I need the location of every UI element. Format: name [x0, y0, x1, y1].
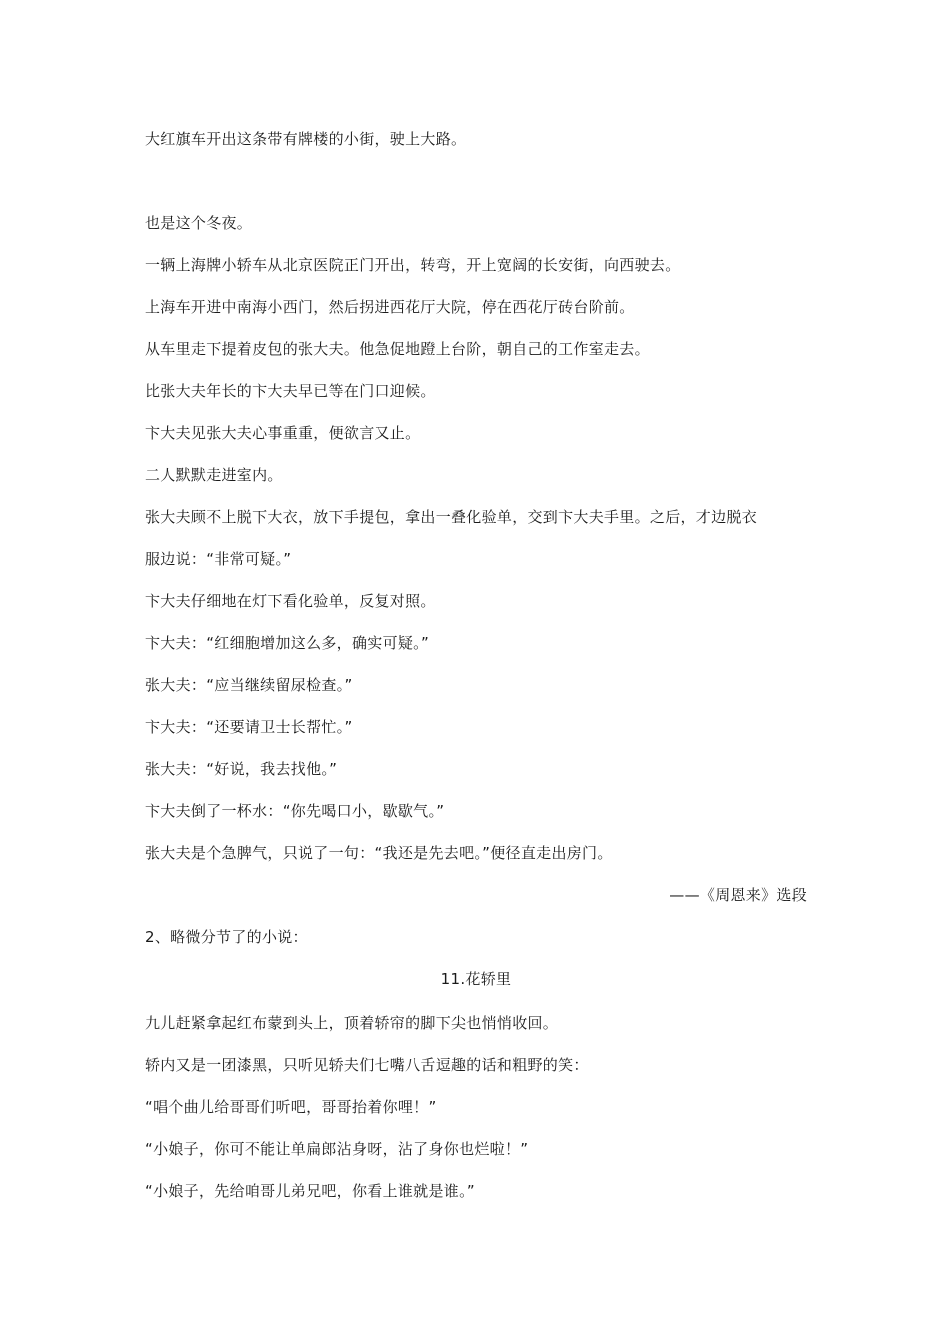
section-heading: 2、略微分节了的小说：	[145, 928, 308, 946]
paragraph-line: “小娘子，你可不能让单扁郎沾身呀，沾了身你也烂啦！”	[145, 1140, 529, 1158]
paragraph-line: “小娘子，先给咱哥儿弟兄吧，你看上谁就是谁。”	[145, 1182, 475, 1200]
paragraph-line: 从车里走下提着皮包的张大夫。他急促地蹬上台阶，朝自己的工作室走去。	[145, 340, 650, 358]
paragraph-line: 九儿赶紧拿起红布蒙到头上，顶着轿帘的脚下尖也悄悄收回。	[145, 1014, 559, 1032]
paragraph-line: 张大夫顾不上脱下大衣，放下手提包，拿出一叠化验单，交到卞大夫手里。之后，才边脱衣	[145, 508, 758, 526]
paragraph-line: 张大夫：“应当继续留尿检查。”	[145, 676, 353, 694]
paragraph-line: 一辆上海牌小轿车从北京医院正门开出，转弯，开上宽阔的长安街，向西驶去。	[145, 256, 681, 274]
chapter-title: 11.花轿里	[440, 970, 512, 988]
paragraph-line: 比张大夫年长的卞大夫早已等在门口迎候。	[145, 382, 436, 400]
paragraph-line: 卞大夫见张大夫心事重重，便欲言又止。	[145, 424, 421, 442]
paragraph-line: 大红旗车开出这条带有牌楼的小街，驶上大路。	[145, 130, 467, 148]
paragraph-line: 张大夫：“好说，我去找他。”	[145, 760, 338, 778]
source-attribution: ——《周恩来》选段	[669, 886, 807, 904]
paragraph-line: 二人默默走进室内。	[145, 466, 283, 484]
paragraph-line: 卞大夫：“还要请卫士长帮忙。”	[145, 718, 353, 736]
paragraph-line: 张大夫是个急脾气，只说了一句：“我还是先去吧。”便径直走出房门。	[145, 844, 613, 862]
paragraph-line: 也是这个冬夜。	[145, 214, 253, 232]
paragraph-line: 上海车开进中南海小西门，然后拐进西花厅大院，停在西花厅砖台阶前。	[145, 298, 635, 316]
paragraph-line: 服边说：“非常可疑。”	[145, 550, 292, 568]
paragraph-line: 卞大夫倒了一杯水：“你先喝口小，歇歇气。”	[145, 802, 445, 820]
paragraph-line: “唱个曲儿给哥哥们听吧，哥哥抬着你哩！”	[145, 1098, 437, 1116]
paragraph-line: 卞大夫：“红细胞增加这么多，确实可疑。”	[145, 634, 430, 652]
paragraph-line: 轿内又是一团漆黑，只听见轿夫们七嘴八舌逗趣的话和粗野的笑：	[145, 1056, 589, 1074]
paragraph-line: 卞大夫仔细地在灯下看化验单，反复对照。	[145, 592, 436, 610]
